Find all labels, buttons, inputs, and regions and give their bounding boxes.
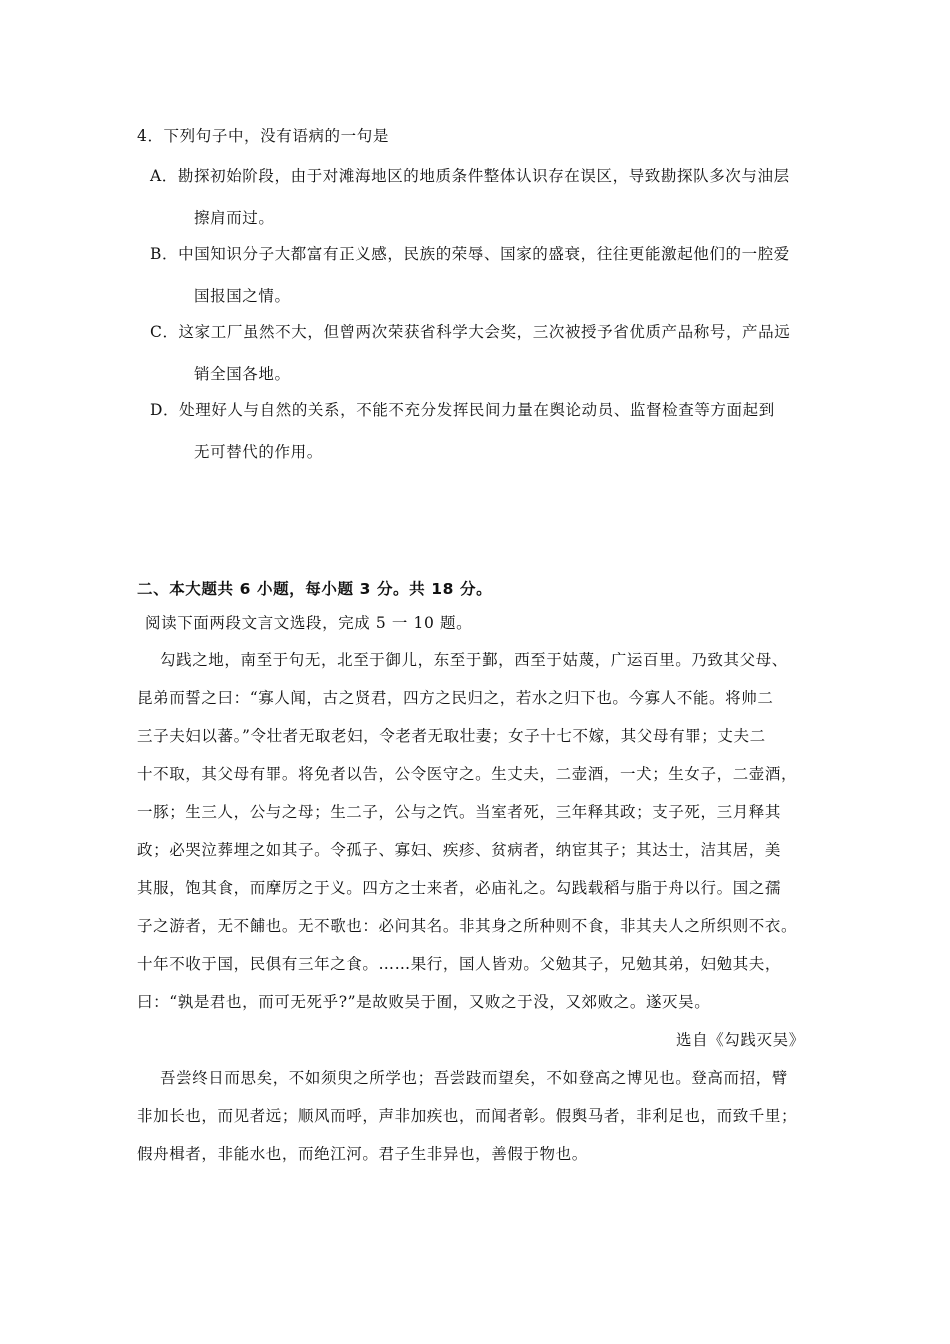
passage-2-line: 非加长也，而见者远；顺风而呼，声非加疾也，而闻者彰。假舆马者，非利足也，而致千里； [137, 1107, 798, 1125]
question-4-stem: 4．下列句子中，没有语病的一句是 [137, 127, 389, 145]
option-b-line1: B．中国知识分子大都富有正义感，民族的荣辱、国家的盛衰，往往更能激起他们的一腔爱 [150, 245, 790, 263]
section-2-intro: 阅读下面两段文言文选段，完成 5 一 10 题。 [145, 614, 473, 632]
passage-1-source: 选自《勾践灭吴》 [676, 1031, 805, 1049]
passage-1-line: 十年不收于国，民俱有三年之食。……果行，国人皆劝。父勉其子，兄勉其弟，妇勉其夫， [137, 955, 782, 973]
passage-1-line: 昆弟而誓之曰：“寡人闻，古之贤君，四方之民归之，若水之归下也。今寡人不能。将帅二 [137, 689, 774, 707]
passage-1-line: 政；必哭泣葬埋之如其子。令孤子、寡妇、疾疹、贫病者，纳宦其子；其达士，洁其居，美 [137, 841, 782, 859]
passage-2-line: 吾尝终日而思矣，不如须臾之所学也；吾尝跂而望矣，不如登高之博见也。登高而招，臂 [160, 1069, 788, 1087]
option-a-line1: A．勘探初始阶段，由于对滩海地区的地质条件整体认识存在误区，导致勘探队多次与油层 [150, 167, 790, 185]
passage-1-line: 十不取，其父母有罪。将免者以告，公令医守之。生丈夫，二壶酒，一犬；生女子，二壶酒， [137, 765, 798, 783]
option-c-line1: C．这家工厂虽然不大，但曾两次荣获省科学大会奖，三次被授予省优质产品称号，产品远 [150, 323, 791, 341]
option-d-line1: D．处理好人与自然的关系，不能不充分发挥民间力量在舆论动员、监督检查等方面起到 [150, 401, 775, 419]
option-b-line2: 国报国之情。 [194, 287, 291, 305]
option-c-line2: 销全国各地。 [194, 365, 291, 383]
passage-1-line: 勾践之地，南至于句无，北至于御儿，东至于鄞，西至于姑蔑，广运百里。乃致其父母、 [160, 651, 788, 669]
passage-1-line: 三子夫妇以蕃。”令壮者无取老妇，令老者无取壮妻；女子十七不嫁，其父母有罪；丈夫二 [137, 727, 766, 745]
section-2-heading: 二、本大题共 6 小题，每小题 3 分。共 18 分。 [137, 580, 493, 598]
passage-1-line: 子之游者，无不餔也。无不歌也：必问其名。非其身之所种则不食，非其夫人之所织则不衣。 [137, 917, 798, 935]
option-d-line2: 无可替代的作用。 [194, 443, 323, 461]
passage-1-line: 其服，饱其食，而摩厉之于义。四方之士来者，必庙礼之。勾践载稻与脂于舟以行。国之孺 [137, 879, 782, 897]
passage-1-line: 曰：“孰是君也，而可无死乎?”是故败吴于囿，又败之于没，又郊败之。遂灭吴。 [137, 993, 711, 1011]
passage-2-line: 假舟楫者，非能水也，而绝江河。君子生非异也，善假于物也。 [137, 1145, 588, 1163]
passage-1-line: 一豚；生三人，公与之母；生二子，公与之饩。当室者死，三年释其政；支子死，三月释其 [137, 803, 782, 821]
option-a-line2: 擦肩而过。 [194, 209, 275, 227]
